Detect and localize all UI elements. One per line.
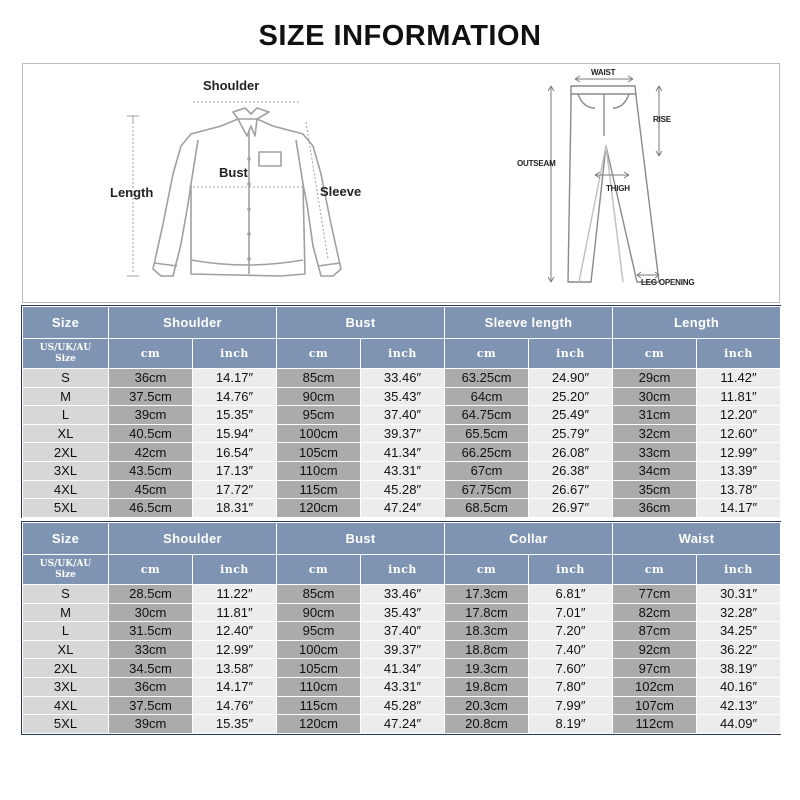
cm-value-cell: 46.5cm xyxy=(109,499,193,518)
inch-value-cell: 11.81″ xyxy=(697,387,781,406)
inch-value-cell: 47.24″ xyxy=(361,715,445,734)
cm-value-cell: 40.5cm xyxy=(109,424,193,443)
size-cell: 3XL xyxy=(23,461,109,480)
inch-value-cell: 26.97″ xyxy=(529,499,613,518)
inch-value-cell: 25.20″ xyxy=(529,387,613,406)
inch-value-cell: 13.78″ xyxy=(697,480,781,499)
cm-value-cell: 19.3cm xyxy=(445,659,529,678)
inch-value-cell: 15.94″ xyxy=(193,424,277,443)
cm-value-cell: 34.5cm xyxy=(109,659,193,678)
size-cell: L xyxy=(23,406,109,425)
cm-value-cell: 36cm xyxy=(613,499,697,518)
inch-value-cell: 7.60″ xyxy=(529,659,613,678)
inch-value-cell: 12.20″ xyxy=(697,406,781,425)
inch-value-cell: 12.99″ xyxy=(193,640,277,659)
inch-value-cell: 34.25″ xyxy=(697,622,781,641)
inch-value-cell: 37.40″ xyxy=(361,406,445,425)
table-row xyxy=(23,461,781,480)
cm-value-cell: 92cm xyxy=(613,640,697,659)
inch-value-cell: 14.76″ xyxy=(193,696,277,715)
inch-value-cell: 45.28″ xyxy=(361,480,445,499)
inch-value-cell: 41.34″ xyxy=(361,659,445,678)
table-row xyxy=(23,715,781,734)
cm-value-cell: 18.8cm xyxy=(445,640,529,659)
inch-value-cell: 38.19″ xyxy=(697,659,781,678)
inch-value-cell: 42.13″ xyxy=(697,696,781,715)
cm-value-cell: 90cm xyxy=(277,387,361,406)
size-table-top xyxy=(22,306,781,518)
size-cell: 3XL xyxy=(23,677,109,696)
inch-value-cell: 26.67″ xyxy=(529,480,613,499)
inch-value-cell: 24.90″ xyxy=(529,369,613,388)
table-row xyxy=(23,696,781,715)
table-row xyxy=(23,443,781,462)
waist-label: WAIST xyxy=(591,68,616,77)
page-title: SIZE INFORMATION xyxy=(258,20,542,52)
cm-value-cell: 33cm xyxy=(613,443,697,462)
inch-value-cell: 39.37″ xyxy=(361,640,445,659)
inch-value-cell: 36.22″ xyxy=(697,640,781,659)
cm-value-cell: 105cm xyxy=(277,443,361,462)
unit-cm: cm xyxy=(277,555,361,585)
cm-value-cell: 64cm xyxy=(445,387,529,406)
inch-value-cell: 43.31″ xyxy=(361,677,445,696)
cm-value-cell: 64.75cm xyxy=(445,406,529,425)
size-cell: 2XL xyxy=(23,443,109,462)
region-size-header xyxy=(23,555,109,585)
cm-value-cell: 90cm xyxy=(277,603,361,622)
inch-value-cell: 44.09″ xyxy=(697,715,781,734)
leg-opening-label: LEG OPENING xyxy=(641,278,695,287)
cm-value-cell: 43.5cm xyxy=(109,461,193,480)
inch-value-cell: 14.17″ xyxy=(697,499,781,518)
size-cell: M xyxy=(23,603,109,622)
cm-value-cell: 110cm xyxy=(277,461,361,480)
column-header-waist: Waist xyxy=(613,523,781,555)
cm-value-cell: 115cm xyxy=(277,696,361,715)
size-cell: S xyxy=(23,369,109,388)
cm-value-cell: 28.5cm xyxy=(109,585,193,604)
cm-value-cell: 34cm xyxy=(613,461,697,480)
cm-value-cell: 95cm xyxy=(277,622,361,641)
table-row xyxy=(23,424,781,443)
cm-value-cell: 29cm xyxy=(613,369,697,388)
cm-value-cell: 18.3cm xyxy=(445,622,529,641)
inch-value-cell: 6.81″ xyxy=(529,585,613,604)
size-cell: 5XL xyxy=(23,715,109,734)
cm-value-cell: 37.5cm xyxy=(109,696,193,715)
inch-value-cell: 12.60″ xyxy=(697,424,781,443)
table-row xyxy=(23,585,781,604)
inch-value-cell: 25.79″ xyxy=(529,424,613,443)
unit-inch: inch xyxy=(529,555,613,585)
size-column-header: Size xyxy=(23,307,109,339)
inch-value-cell: 35.43″ xyxy=(361,387,445,406)
unit-inch: inch xyxy=(193,339,277,369)
inch-value-cell: 7.01″ xyxy=(529,603,613,622)
inch-value-cell: 26.38″ xyxy=(529,461,613,480)
inch-value-cell: 39.37″ xyxy=(361,424,445,443)
size-diagram xyxy=(22,63,780,303)
cm-value-cell: 39cm xyxy=(109,406,193,425)
column-header-shoulder: Shoulder xyxy=(109,307,277,339)
cm-value-cell: 37.5cm xyxy=(109,387,193,406)
cm-value-cell: 120cm xyxy=(277,499,361,518)
unit-cm: cm xyxy=(109,339,193,369)
inch-value-cell: 17.13″ xyxy=(193,461,277,480)
inch-value-cell: 25.49″ xyxy=(529,406,613,425)
cm-value-cell: 36cm xyxy=(109,369,193,388)
table-row xyxy=(23,622,781,641)
inch-value-cell: 11.22″ xyxy=(193,585,277,604)
column-header-collar: Collar xyxy=(445,523,613,555)
cm-value-cell: 32cm xyxy=(613,424,697,443)
unit-cm: cm xyxy=(277,339,361,369)
cm-value-cell: 65.5cm xyxy=(445,424,529,443)
length-label: Length xyxy=(110,185,154,200)
cm-value-cell: 107cm xyxy=(613,696,697,715)
column-header-bust: Bust xyxy=(277,307,445,339)
table-row xyxy=(23,677,781,696)
cm-value-cell: 105cm xyxy=(277,659,361,678)
size-cell: 4XL xyxy=(23,480,109,499)
cm-value-cell: 85cm xyxy=(277,585,361,604)
unit-inch: inch xyxy=(361,339,445,369)
size-cell: S xyxy=(23,585,109,604)
table-row xyxy=(23,480,781,499)
size-table-bottom xyxy=(22,522,781,734)
inch-value-cell: 45.28″ xyxy=(361,696,445,715)
cm-value-cell: 31cm xyxy=(613,406,697,425)
inch-value-cell: 33.46″ xyxy=(361,585,445,604)
inch-value-cell: 11.81″ xyxy=(193,603,277,622)
column-header-bust: Bust xyxy=(277,523,445,555)
inch-value-cell: 14.17″ xyxy=(193,677,277,696)
table-row xyxy=(23,369,781,388)
garment-illustration xyxy=(23,64,781,304)
cm-value-cell: 115cm xyxy=(277,480,361,499)
table-row xyxy=(23,499,781,518)
size-cell: 4XL xyxy=(23,696,109,715)
unit-cm: cm xyxy=(445,555,529,585)
inch-value-cell: 7.40″ xyxy=(529,640,613,659)
cm-value-cell: 100cm xyxy=(277,640,361,659)
unit-inch: inch xyxy=(697,339,781,369)
cm-value-cell: 67.75cm xyxy=(445,480,529,499)
inch-value-cell: 14.17″ xyxy=(193,369,277,388)
cm-value-cell: 20.3cm xyxy=(445,696,529,715)
inch-value-cell: 12.99″ xyxy=(697,443,781,462)
inch-value-cell: 40.16″ xyxy=(697,677,781,696)
cm-value-cell: 120cm xyxy=(277,715,361,734)
cm-value-cell: 36cm xyxy=(109,677,193,696)
unit-cm: cm xyxy=(613,555,697,585)
size-cell: L xyxy=(23,622,109,641)
shoulder-label: Shoulder xyxy=(203,78,260,93)
unit-cm: cm xyxy=(109,555,193,585)
unit-inch: inch xyxy=(697,555,781,585)
cm-value-cell: 66.25cm xyxy=(445,443,529,462)
cm-value-cell: 20.8cm xyxy=(445,715,529,734)
cm-value-cell: 17.3cm xyxy=(445,585,529,604)
unit-inch: inch xyxy=(361,555,445,585)
cm-value-cell: 77cm xyxy=(613,585,697,604)
region-label: US/UK/AU xyxy=(39,558,92,569)
table-row xyxy=(23,603,781,622)
inch-value-cell: 43.31″ xyxy=(361,461,445,480)
inch-value-cell: 15.35″ xyxy=(193,406,277,425)
cm-value-cell: 97cm xyxy=(613,659,697,678)
inch-value-cell: 7.99″ xyxy=(529,696,613,715)
cm-value-cell: 95cm xyxy=(277,406,361,425)
table-row xyxy=(23,640,781,659)
inch-value-cell: 35.43″ xyxy=(361,603,445,622)
cm-value-cell: 87cm xyxy=(613,622,697,641)
thigh-label: THIGH xyxy=(606,184,630,193)
inch-value-cell: 41.34″ xyxy=(361,443,445,462)
cm-value-cell: 42cm xyxy=(109,443,193,462)
size-cell: XL xyxy=(23,424,109,443)
inch-value-cell: 17.72″ xyxy=(193,480,277,499)
region-label: US/UK/AU xyxy=(39,342,92,353)
cm-value-cell: 17.8cm xyxy=(445,603,529,622)
inch-value-cell: 7.20″ xyxy=(529,622,613,641)
region-size-label: Size xyxy=(55,353,76,364)
unit-cm: cm xyxy=(445,339,529,369)
cm-value-cell: 67cm xyxy=(445,461,529,480)
cm-value-cell: 35cm xyxy=(613,480,697,499)
cm-value-cell: 110cm xyxy=(277,677,361,696)
table-row xyxy=(23,659,781,678)
cm-value-cell: 112cm xyxy=(613,715,697,734)
cm-value-cell: 100cm xyxy=(277,424,361,443)
inch-value-cell: 15.35″ xyxy=(193,715,277,734)
inch-value-cell: 33.46″ xyxy=(361,369,445,388)
table-row xyxy=(23,387,781,406)
size-column-header: Size xyxy=(23,523,109,555)
region-size-label: Size xyxy=(55,569,76,580)
table-row xyxy=(23,406,781,425)
size-cell: 2XL xyxy=(23,659,109,678)
sleeve-label: Sleeve xyxy=(320,184,362,199)
cm-value-cell: 39cm xyxy=(109,715,193,734)
cm-value-cell: 33cm xyxy=(109,640,193,659)
inch-value-cell: 14.76″ xyxy=(193,387,277,406)
cm-value-cell: 68.5cm xyxy=(445,499,529,518)
cm-value-cell: 102cm xyxy=(613,677,697,696)
inch-value-cell: 16.54″ xyxy=(193,443,277,462)
column-header-length: Length xyxy=(613,307,781,339)
unit-cm: cm xyxy=(613,339,697,369)
column-header-shoulder: Shoulder xyxy=(109,523,277,555)
inch-value-cell: 30.31″ xyxy=(697,585,781,604)
inch-value-cell: 32.28″ xyxy=(697,603,781,622)
cm-value-cell: 30cm xyxy=(109,603,193,622)
inch-value-cell: 13.58″ xyxy=(193,659,277,678)
size-cell: M xyxy=(23,387,109,406)
inch-value-cell: 8.19″ xyxy=(529,715,613,734)
size-cell: 5XL xyxy=(23,499,109,518)
cm-value-cell: 30cm xyxy=(613,387,697,406)
cm-value-cell: 85cm xyxy=(277,369,361,388)
bust-label: Bust xyxy=(219,165,248,180)
rise-label: RISE xyxy=(653,115,671,124)
inch-value-cell: 26.08″ xyxy=(529,443,613,462)
inch-value-cell: 7.80″ xyxy=(529,677,613,696)
inch-value-cell: 13.39″ xyxy=(697,461,781,480)
cm-value-cell: 63.25cm xyxy=(445,369,529,388)
outseam-label: OUTSEAM xyxy=(517,159,556,168)
inch-value-cell: 47.24″ xyxy=(361,499,445,518)
unit-inch: inch xyxy=(529,339,613,369)
cm-value-cell: 31.5cm xyxy=(109,622,193,641)
cm-value-cell: 82cm xyxy=(613,603,697,622)
inch-value-cell: 12.40″ xyxy=(193,622,277,641)
cm-value-cell: 45cm xyxy=(109,480,193,499)
column-header-sleeve-length: Sleeve length xyxy=(445,307,613,339)
size-cell: XL xyxy=(23,640,109,659)
inch-value-cell: 37.40″ xyxy=(361,622,445,641)
inch-value-cell: 11.42″ xyxy=(697,369,781,388)
unit-inch: inch xyxy=(193,555,277,585)
cm-value-cell: 19.8cm xyxy=(445,677,529,696)
region-size-header xyxy=(23,339,109,369)
inch-value-cell: 18.31″ xyxy=(193,499,277,518)
